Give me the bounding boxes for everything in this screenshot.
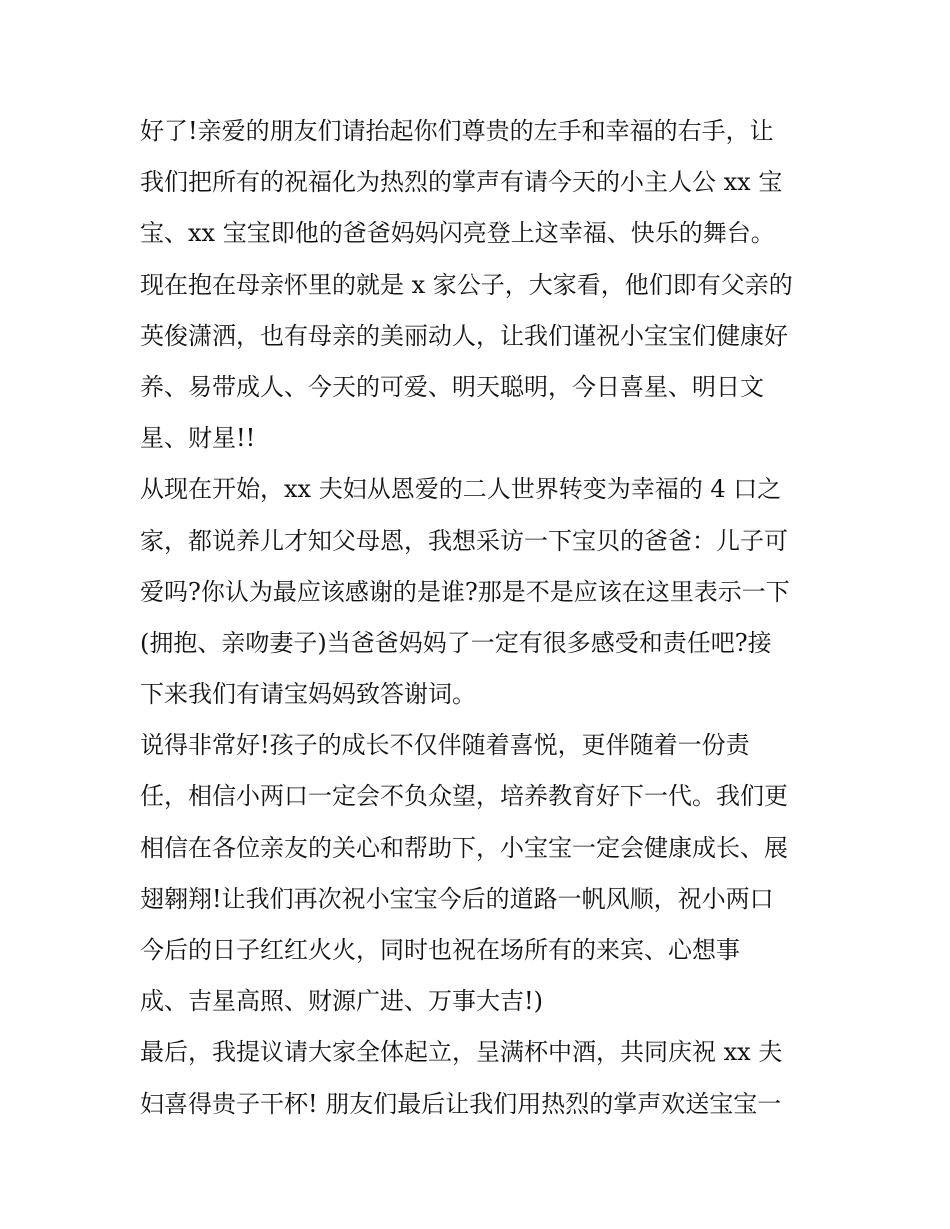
text-line: 宝、xx 宝宝即他的爸爸妈妈闪亮登上这幸福、快乐的舞台。 [140,219,775,248]
text-line: 今后的日子红红火火，同时也祝在场所有的来宾、心想事 [140,936,740,964]
text-line: 我们把所有的祝福化为热烈的掌声有请今天的小主人公 xx 宝 [140,168,783,197]
text-line: 说得非常好!孩子的成长不仅伴随着喜悦，更伴随着一份责 [140,731,750,760]
text-line: 家，都说养儿才知父母恩，我想采访一下宝贝的爸爸：儿子可 [140,526,788,555]
text-line: 最后，我提议请大家全体起立，呈满杯中酒，共同庆祝 xx 夫 [140,1038,783,1067]
text-line: 从现在开始，xx 夫妇从恩爱的二人世界转变为幸福的 4 口之 [140,475,782,504]
text-line: 爱吗?你认为最应该感谢的是谁?那是不是应该在这里表示一下 [140,577,790,606]
text-line: 养、易带成人、今天的可爱、明天聪明，今日喜星、明日文 [140,372,764,401]
text-line: 好了!亲爱的朋友们请抬起你们尊贵的左手和幸福的右手，让 [140,117,774,145]
text-line: 妇喜得贵子干杯! 朋友们最后让我们用热烈的掌声欢送宝宝一 [140,1089,782,1118]
document-body [140,106,820,1130]
text-line: 星、财星!! [140,424,256,453]
text-line: 任，相信小两口一定会不负众望，培养教育好下一代。我们更 [140,782,788,811]
text-line: 翅翱翔!让我们再次祝小宝宝今后的道路一帆风顺，祝小两口 [140,884,774,913]
text-line: 现在抱在母亲怀里的就是 x 家公子，大家看，他们即有父亲的 [140,270,793,299]
text-line: (拥抱、亲吻妻子)当爸爸妈妈了一定有很多感受和责任吧?接 [140,628,772,657]
text-line: 相信在各位亲友的关心和帮助下，小宝宝一定会健康成长、展 [140,833,788,862]
text-line: 成、吉星高照、财源广进、万事大吉!) [140,987,544,1016]
text-line: 下来我们有请宝妈妈致答谢词。 [140,680,476,709]
text-line: 英俊潇洒，也有母亲的美丽动人，让我们谨祝小宝宝们健康好 [140,321,788,350]
